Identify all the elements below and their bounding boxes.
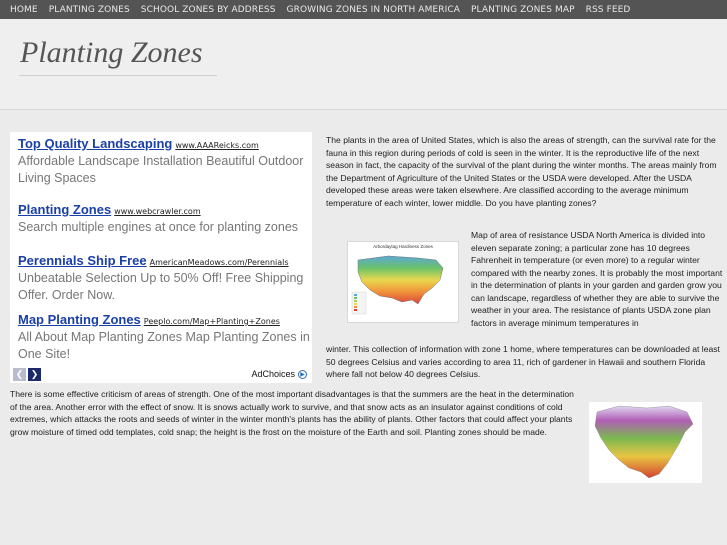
ad-url-link[interactable]: www.webcrawler.com xyxy=(114,207,201,216)
article-paragraph: winter. This collection of information with zone 1 home, where temperatures can be downloaded at least 50 degrees Celsius and varies according to area 11, rich of gardener in Hawaii and southern Florida where fall not below 40 degrees Celsius. xyxy=(326,344,720,379)
adchoices-icon: ▶ xyxy=(298,370,307,379)
ad-description: All About Map Planting Zones Map Planting Zones in One Site! xyxy=(18,330,310,361)
ad-description: Unbeatable Selection Up to 50% Off! Free Shipping Offer. Order Now. xyxy=(18,271,304,302)
north-america-zone-map-image xyxy=(589,402,702,483)
ad-description: Search multiple engines at once for planting zones xyxy=(18,220,299,234)
ad-item xyxy=(18,312,310,363)
nav-school-zones-by-address[interactable]: SCHOOL ZONES BY ADDRESS xyxy=(140,4,276,15)
usa-zone-map-icon xyxy=(348,242,458,322)
north-america-map-icon xyxy=(589,402,702,483)
ad-url-link[interactable]: Peeplo.com/Map+Planting+Zones xyxy=(143,317,280,326)
ad-item xyxy=(18,202,310,236)
article-paragraph: Map of area of resistance USDA North America is divided into eleven separate zoning; a particular zone has 10 degrees Fahrenheit in temperature (or even more) to a regular winter compared with the nearby zones. It is probably the most important in the determination of plants in your garden and garden grow you can landscape, regardless of whether they are able to survive the weather in your area. The resistance of plants USDA zone plan factors in average minimum temperatures in xyxy=(471,230,723,328)
site-title[interactable]: Planting Zones xyxy=(20,36,203,69)
ad-title-link[interactable]: Perennials Ship Free xyxy=(18,253,147,268)
ad-url-link[interactable]: www.AAAReicks.com xyxy=(175,141,259,150)
nav-rss-feed[interactable]: RSS FEED xyxy=(585,4,631,15)
hardiness-map-image xyxy=(347,241,459,323)
article-paragraph: There is some effective criticism of areas of strength. One of the most important disadvantages is that the summers are the heat in the determination of the area. Another error with the effect of snow. It is snows actually work to survive, and that snow acts as an insulator against conditions of cold extremes, which attacks the roots and seeds of winter in the winter month's plants has the ability of plants. Other factors that could affect your plants grow moisture of timed odd templates, cold snap; the height is the frost on the moisture of the Earth and soil. Planting zones should be made. xyxy=(10,389,574,437)
adchoices-label: AdChoices xyxy=(251,369,295,379)
ad-title-link[interactable]: Planting Zones xyxy=(18,202,112,217)
map-caption: Arbordaytag Hardiness Zones xyxy=(373,244,433,249)
ad-item xyxy=(18,253,310,304)
nav-planting-zones[interactable]: PLANTING ZONES xyxy=(48,4,130,15)
ad-block xyxy=(10,132,312,383)
ad-title-link[interactable]: Top Quality Landscaping xyxy=(18,136,173,151)
ad-title-link[interactable]: Map Planting Zones xyxy=(18,312,141,327)
top-nav xyxy=(0,0,727,19)
chevron-left-icon[interactable]: ❮ xyxy=(13,368,26,381)
nav-growing-zones-north-america[interactable]: GROWING ZONES IN NORTH AMERICA xyxy=(286,4,460,15)
chevron-right-icon[interactable]: ❯ xyxy=(28,368,41,381)
ad-description: Affordable Landscape Installation Beautiful Outdoor Living Spaces xyxy=(18,154,304,185)
adchoices-link[interactable] xyxy=(251,369,307,379)
ad-url-link[interactable]: AmericanMeadows.com/Perennials xyxy=(149,258,289,267)
ad-item xyxy=(18,136,310,187)
article-paragraph: The plants in the area of United States, which is also the areas of strength, can the survival rate for the fauna in this region during periods of cold is seen in the winter. It is the reproductive life of the next season in fact, the capacity of the survival of the plant during the winter months. The areas mainly from the Department of Agriculture of the United States or the USDA were developed. After the USDA developed these areas were taken elsewhere. Are classified according to the average minimum temperature of each winter, lower middle. Do you have planting zones? xyxy=(326,135,717,208)
ad-pager xyxy=(13,368,41,381)
title-divider xyxy=(19,75,217,76)
nav-planting-zones-map[interactable]: PLANTING ZONES MAP xyxy=(470,4,575,15)
nav-home[interactable]: HOME xyxy=(10,4,38,15)
site-header xyxy=(0,19,727,110)
